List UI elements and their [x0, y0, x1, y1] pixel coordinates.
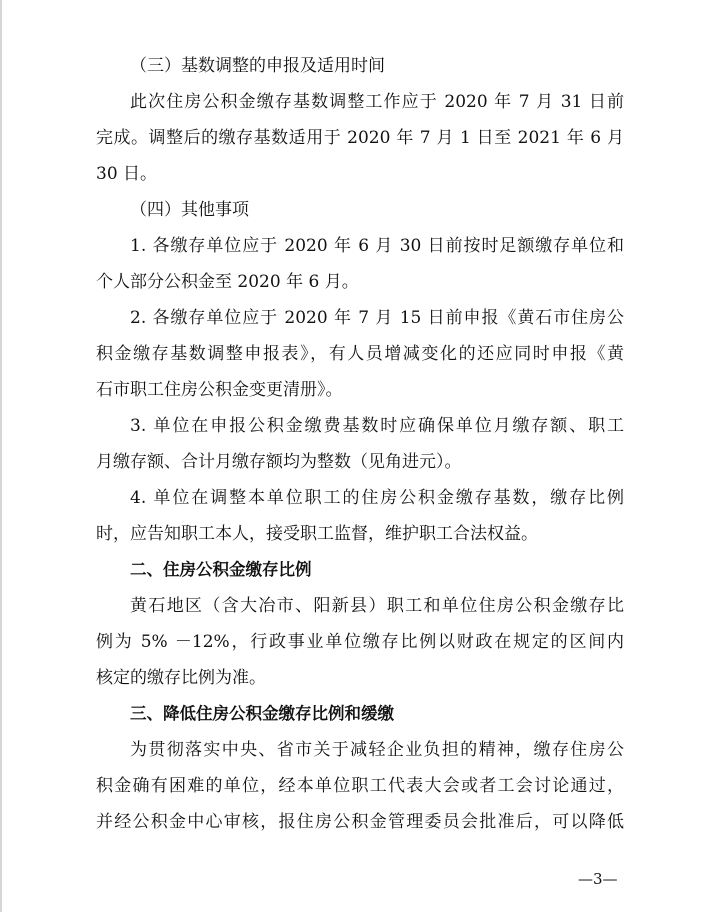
text-line: 3. 单位在申报公积金缴费基数时应确保单位月缴存额、职工	[130, 416, 624, 436]
text-line: 完成。调整后的缴存基数适用于 2020 年 7 月 1 日至 2021 年 6 月	[96, 128, 624, 148]
text-line: 为贯彻落实中央、省市关于减轻企业负担的精神，缴存住房公	[130, 740, 624, 760]
text-line: 并经公积金中心审核，报住房公积金管理委员会批准后，可以降低	[96, 812, 624, 832]
document-page	[96, 48, 624, 840]
text-line: 1. 各缴存单位应于 2020 年 6 月 30 日前按时足额缴存单位和	[130, 236, 624, 256]
text-line: 月缴存额、合计月缴存额均为整数（见角进元）。	[96, 452, 462, 472]
text-line: 积金确有困难的单位，经本单位职工代表大会或者工会讨论通过，	[96, 776, 624, 796]
text-line: 石市职工住房公积金变更清册》。	[96, 380, 343, 400]
text-line: 30 日。	[96, 164, 158, 184]
page-left-edge	[0, 0, 2, 912]
text-line: 黄石地区（含大冶市、阳新县）职工和单位住房公积金缴存比	[130, 596, 624, 616]
text-line: 个人部分公积金至 2020 年 6 月。	[96, 272, 359, 292]
text-line: 积金缴存基数调整申报表》，有人员增减变化的还应同时申报《黄	[96, 344, 624, 364]
text-line: 时，应告知职工本人，接受职工监督，维护职工合法权益。	[96, 524, 538, 544]
text-line: 此次住房公积金缴存基数调整工作应于 2020 年 7 月 31 日前	[130, 92, 624, 112]
text-line: 4. 单位在调整本单位职工的住房公积金缴存基数，缴存比例	[130, 488, 624, 508]
section-heading-3: 三、降低住房公积金缴存比例和缓缴	[130, 704, 394, 723]
section-heading-2: 二、住房公积金缴存比例	[130, 560, 312, 579]
text-line: 核定的缴存比例为准。	[96, 668, 266, 688]
subsection-heading-3: （三）基数调整的申报及适用时间	[130, 56, 385, 76]
subsection-heading-4: （四）其他事项	[130, 200, 249, 220]
text-line: 2. 各缴存单位应于 2020 年 7 月 15 日前申报《黄石市住房公	[130, 308, 624, 328]
page-number: —3—	[578, 870, 618, 888]
text-line: 例为 5% －12%，行政事业单位缴存比例以财政在规定的区间内	[96, 632, 624, 652]
